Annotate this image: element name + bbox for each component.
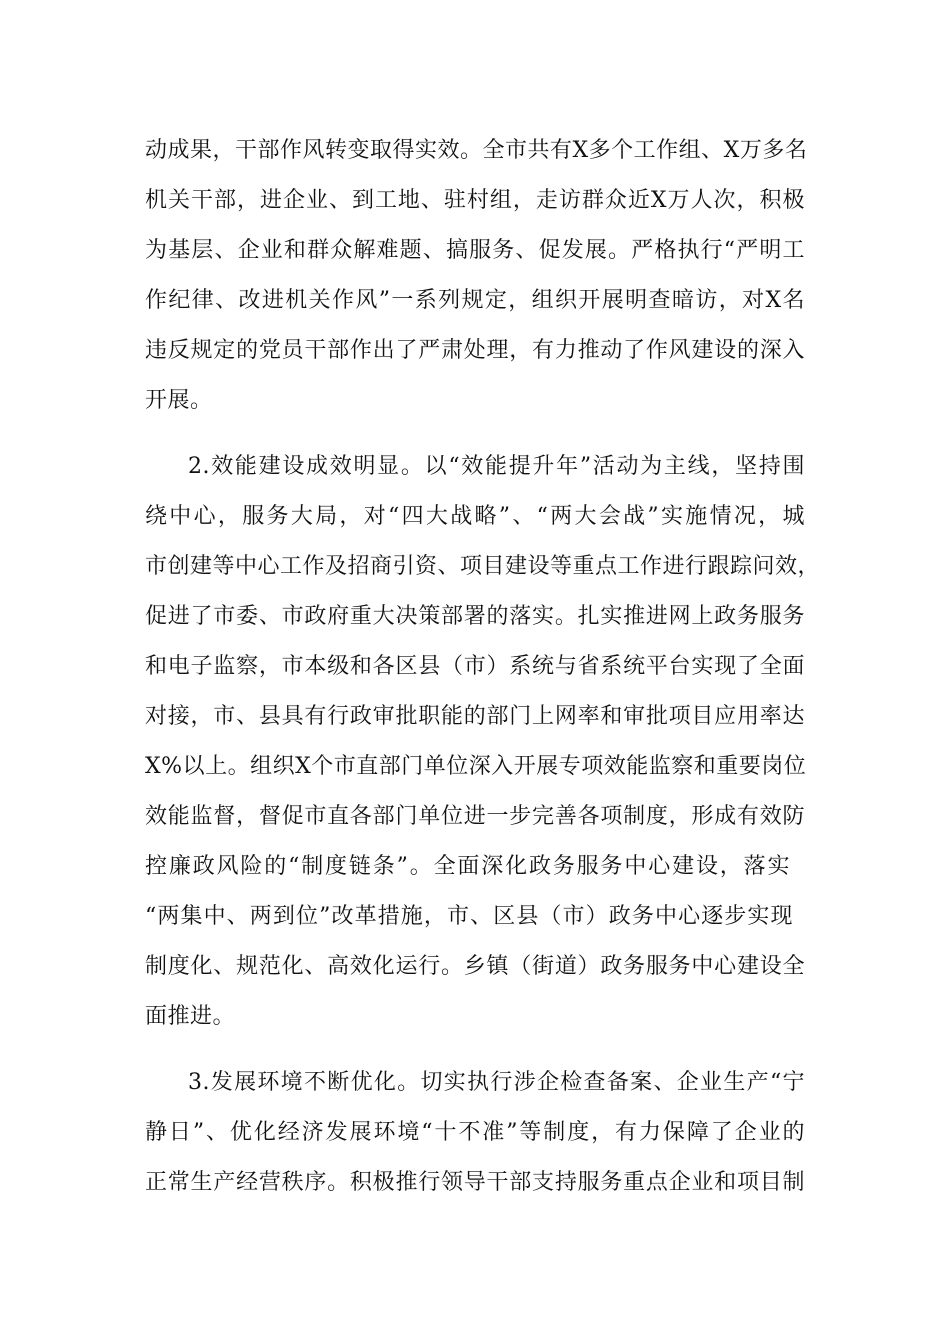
text-line: 促进了市委、市政府重大决策部署的落实。扎实推进网上政务服务: [145, 604, 805, 629]
text-line: 机关干部，进企业、到工地、驻村组，走访群众近X万人次，积极: [145, 188, 805, 213]
text-line: 对接，市、县具有行政审批职能的部门上网率和审批项目应用率达: [145, 704, 805, 729]
text-line: 控廉政风险的“制度链条”。全面深化政务服务中心建设，落实: [145, 854, 790, 879]
text-line: X%以上。组织X个市直部门单位深入开展专项效能监察和重要岗位: [145, 754, 807, 779]
text-line: 开展。: [145, 388, 213, 413]
paragraph-heading-line: 3.发展环境不断优化。切实执行涉企检查备案、企业生产“宁: [188, 1070, 805, 1095]
paragraph-heading-line: 2.效能建设成效明显。以“效能提升年”活动为主线，坚持围: [188, 454, 805, 479]
text-line: 市创建等中心工作及招商引资、项目建设等重点工作进行跟踪问效，: [145, 554, 821, 579]
text-line: 动成果，干部作风转变取得实效。全市共有X多个工作组、X万多名: [145, 138, 808, 163]
text-line: 效能监督，督促市直各部门单位进一步完善各项制度，形成有效防: [145, 804, 805, 829]
text-line: 正常生产经营秩序。积极推行领导干部支持服务重点企业和项目制: [145, 1170, 805, 1195]
text-line: 作纪律、改进机关作风”一系列规定，组织开展明查暗访，对X名: [145, 288, 805, 313]
text-line: 和电子监察，市本级和各区县（市）系统与省系统平台实现了全面: [145, 654, 805, 679]
text-line: 绕中心，服务大局，对“四大战略”、“两大会战”实施情况，城: [145, 504, 805, 529]
text-line: “两集中、两到位”改革措施，市、区县（市）政务中心逐步实现: [145, 904, 793, 929]
text-line: 静日”、优化经济发展环境“十不准”等制度，有力保障了企业的: [145, 1120, 805, 1145]
text-line: 违反规定的党员干部作出了严肃处理，有力推动了作风建设的深入: [145, 338, 805, 363]
text-line: 制度化、规范化、高效化运行。乡镇（街道）政务服务中心建设全: [145, 954, 805, 979]
text-line: 面推进。: [145, 1004, 236, 1029]
text-line: 为基层、企业和群众解难题、搞服务、促发展。严格执行“严明工: [145, 238, 805, 263]
